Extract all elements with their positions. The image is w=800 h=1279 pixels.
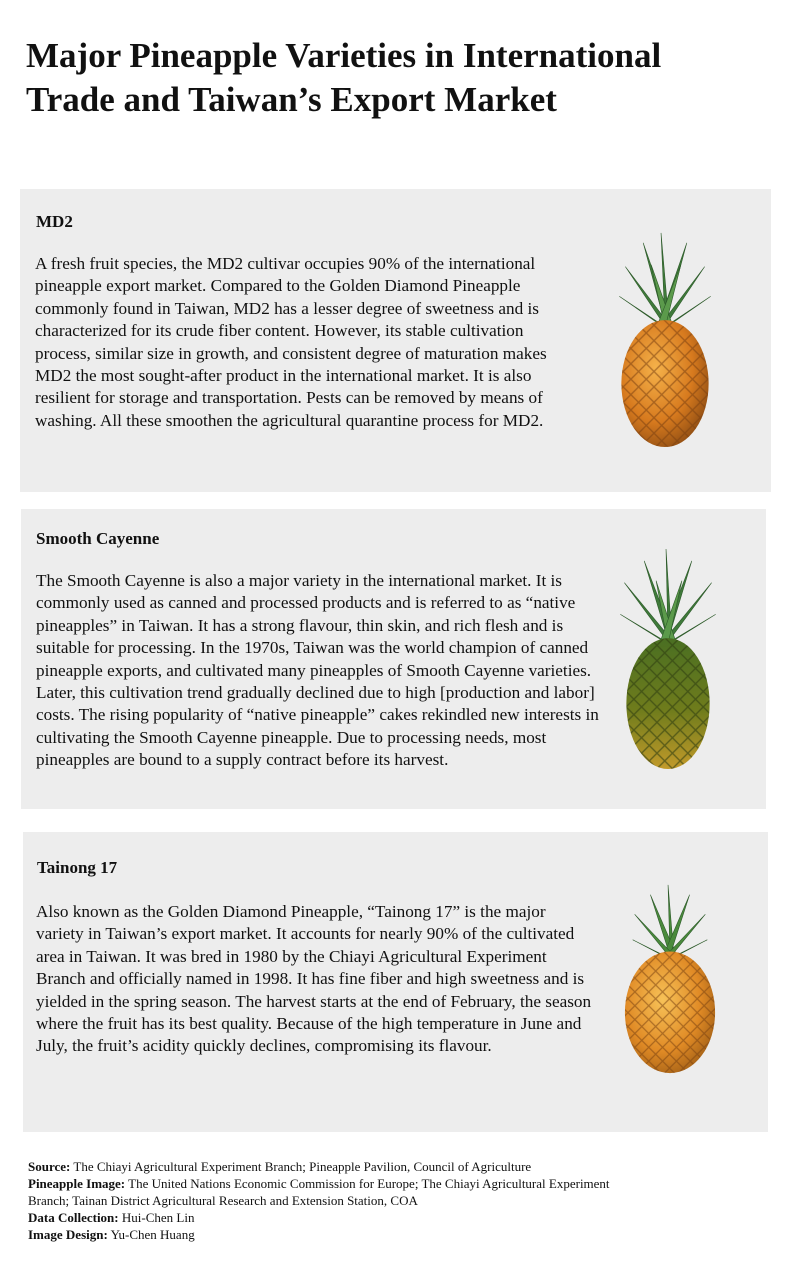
- variety-description: Also known as the Golden Diamond Pineapple, “Tainong 17” is the major variety in Taiwan’s export market. It accounts for nearly 90% of the cultivated area in Taiwan. It was bred in 1980 by the Chiayi Agricultural Experiment Branch and officially named in 1998. It has fine fiber and high sweetness and is yielded in the spring season. The harvest starts at the end of February, the season where the fruit has its best quality. Because of the high temperature in June and July, the fruit’s acidity quickly declines, compromising its flavour.: [36, 902, 592, 1056]
- variety-name: MD2: [36, 212, 73, 231]
- credit-image: [28, 1175, 648, 1209]
- credit-text: The United Nations Economic Commission for Europe; The Chiayi Agricultural Experiment Branch; Tainan District Agricultural Research and Extension Station, COA: [28, 1176, 610, 1208]
- credit-label: Image Design:: [28, 1227, 108, 1242]
- pineapple-md2-icon: [614, 225, 716, 453]
- variety-card-tainong-17: [23, 832, 768, 1132]
- variety-name: Tainong 17: [37, 858, 118, 877]
- credit-text: The Chiayi Agricultural Experiment Branch; Pineapple Pavilion, Council of Agriculture: [73, 1159, 532, 1174]
- credits: [28, 1158, 648, 1243]
- credit-source: [28, 1158, 648, 1175]
- pineapple-smooth-cayenne-icon: [618, 545, 718, 773]
- credit-label: Pineapple Image:: [28, 1176, 126, 1191]
- pineapple-tainong-17-icon: [621, 880, 719, 1078]
- credit-label: Source:: [28, 1159, 71, 1174]
- credit-data-collection: [28, 1209, 648, 1226]
- credit-image-design: [28, 1226, 648, 1243]
- variety-name: Smooth Cayenne: [36, 529, 160, 548]
- page-title: Major Pineapple Varieties in International Trade and Taiwan’s Export Market: [26, 36, 662, 119]
- credit-label: Data Collection:: [28, 1210, 119, 1225]
- credit-text: Yu-Chen Huang: [110, 1227, 195, 1242]
- variety-description: The Smooth Cayenne is also a major variety in the international market. It is commonly used as canned and processed products and is referred to as “native pineapples” in Taiwan. It has a strong flavour, thin skin, and rich flesh and is suitable for processing. In the 1970s, Taiwan was the world champion of canned pineapple exports, and cultivated many pineapples of Smooth Cayenne varieties. Later, this cultivation trend gradually declined due to high [production and labor] costs. The rising popularity of “native pineapple” cakes rekindled new interests in cultivating the Smooth Cayenne pineapple. Due to processing needs, most pineapples are bound to a supply contract before its harvest.: [36, 571, 599, 770]
- variety-description: A fresh fruit species, the MD2 cultivar occupies 90% of the international pineapple export market. Compared to the Golden Diamond Pineapple commonly found in Taiwan, MD2 has a lesser degree of sweetness and is characterized for its crude fiber content. However, its stable cultivation process, similar size in growth, and consistent degree of maturation makes MD2 the most sought-after product in the international market. It is also resilient for storage and transportation. Pests can be removed by means of washing. All these smoothen the agricultural quarantine process for MD2.: [35, 254, 547, 430]
- variety-card-smooth-cayenne: [21, 509, 766, 809]
- credit-text: Hui-Chen Lin: [121, 1210, 195, 1225]
- variety-card-md2: [20, 189, 771, 492]
